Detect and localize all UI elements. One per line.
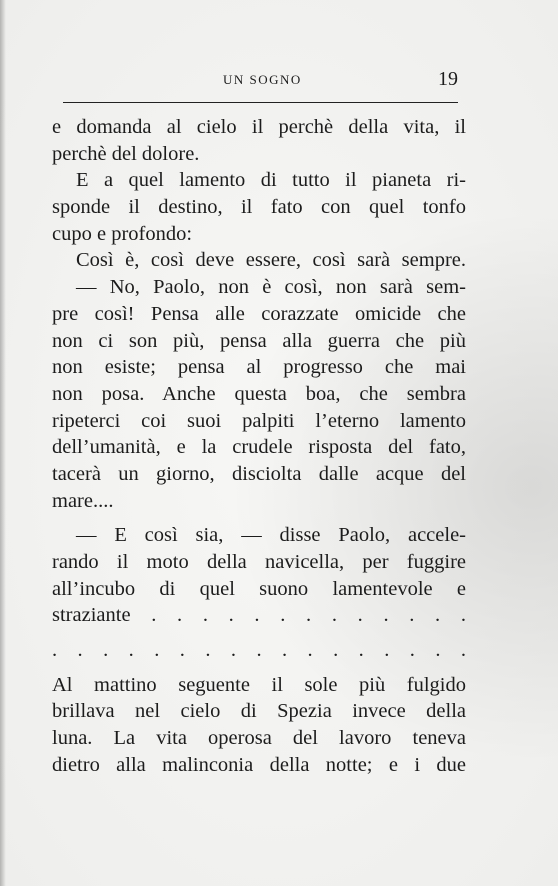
paragraph-gap	[52, 514, 466, 522]
text-line: Così è, così deve essere, così sarà sempre.	[76, 249, 466, 272]
text-line: straziante . . . . . . . . . . . . .	[52, 604, 466, 627]
text-line: — E così sia, — disse Paolo, accele-	[76, 524, 466, 547]
text-line: tacerà un giorno, disciolta dalle acque del	[52, 462, 466, 485]
text-line: e domanda al cielo il perchè della vita, il	[52, 116, 466, 138]
text-line: E a quel lamento di tutto il pianeta ri-	[76, 169, 466, 192]
body-text	[52, 114, 466, 779]
paragraph-gap	[52, 629, 466, 637]
text-line: dietro alla malinconia della notte; e i due	[52, 753, 466, 776]
page-number: 19	[438, 68, 458, 90]
text-line: rando il moto della navicella, per fuggire	[52, 551, 466, 573]
running-title: UN SOGNO	[223, 72, 302, 87]
text-line: cupo e profondo:	[52, 222, 193, 245]
text-line: brillava nel cielo di Spezia invece della	[52, 700, 466, 723]
text-line: all’incubo di quel suono lamentevole e	[52, 577, 466, 600]
dotted-separator: . . . . . . . . . . . . . . . . .	[52, 639, 466, 662]
text-line: Al mattino seguente il sole più fulgido	[52, 673, 466, 696]
page-header	[63, 70, 458, 92]
text-line: sponde il destino, il fato con quel tonfo	[52, 196, 466, 219]
text-line: non esiste; pensa al progresso che mai	[52, 356, 466, 379]
page-binding-shadow	[0, 0, 6, 886]
text-line: luna. La vita operosa del lavoro teneva	[52, 727, 466, 750]
text-line: ripeterci coi suoi palpiti l’eterno lamento	[52, 409, 466, 432]
text-line: non posa. Anche questa boa, che sembra	[52, 382, 466, 405]
text-line: mare....	[52, 489, 114, 512]
paragraph-gap	[52, 664, 466, 672]
text-line: pre così! Pensa alle corazzate omicide che	[52, 302, 466, 325]
text-line: perchè del dolore.	[52, 142, 200, 165]
text-line: non ci son più, pensa alla guerra che più	[52, 329, 466, 352]
text-line: — No, Paolo, non è così, non sarà sem-	[76, 276, 466, 299]
text-line: dell’umanità, e la crudele risposta del fato,	[52, 436, 466, 459]
header-rule	[63, 102, 458, 103]
